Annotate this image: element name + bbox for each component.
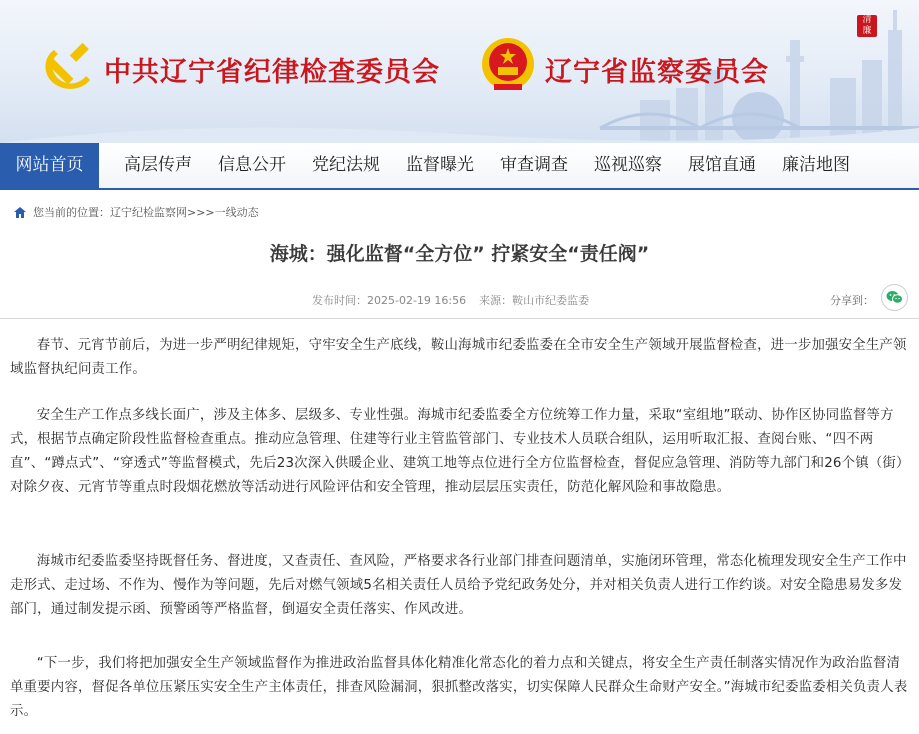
breadcrumb-prefix: 您当前的位置： bbox=[33, 206, 110, 219]
national-emblem-icon bbox=[480, 36, 536, 94]
nav-item-party-regulations[interactable]: 党纪法规 bbox=[312, 155, 380, 175]
wechat-share-button[interactable] bbox=[881, 284, 908, 311]
main-nav bbox=[0, 143, 919, 190]
breadcrumb-separator: >>> bbox=[187, 205, 215, 219]
seal-stamp: 清 廉 bbox=[857, 15, 877, 37]
source-label: 来源： bbox=[479, 294, 513, 307]
nav-item-investigation[interactable]: 审查调查 bbox=[500, 155, 568, 175]
supervision-commission-title: 辽宁省监察委员会 bbox=[545, 57, 769, 88]
wechat-icon bbox=[882, 285, 907, 310]
nav-item-integrity-map[interactable]: 廉洁地图 bbox=[782, 155, 850, 175]
nav-item-info-disclosure[interactable]: 信息公开 bbox=[218, 155, 286, 175]
nav-item-home[interactable]: 网站首页 bbox=[0, 143, 99, 188]
breadcrumb-site-link[interactable]: 辽宁纪检监察网 bbox=[110, 206, 187, 219]
article-paragraph: 安全生产工作点多线长面广，涉及主体多、层级多、专业性强。海城市纪委监委全方位统筹工作力量，采取“室组地”联动、协作区协同监督等方式，根据节点确定阶段性监督检查重点。推动应急管理、住建等行业主管监管部门、专业技术人员联合组队，运用听取汇报、查阅台账、“四不两直”、“蹲点式”、“穿透式”等监督模式，先后23次深入供暖企业、建筑工地等点位进行全方位监督检查，督促应急管理、消防等九部门和26个镇（街）对除夕夜、元宵节等重点时段烟花燃放等活动进行风险评估和安全管理，推动层层压实责任，防范化解风险和事故隐患。 bbox=[10, 408, 903, 495]
nav-item-exhibition[interactable]: 展馆直通 bbox=[688, 155, 756, 175]
header-banner bbox=[0, 0, 919, 143]
header-divider bbox=[0, 318, 919, 319]
home-icon bbox=[14, 207, 26, 218]
breadcrumb-section-link[interactable]: 一线动态 bbox=[214, 206, 259, 219]
nav-item-supervision-exposure[interactable]: 监督曝光 bbox=[406, 155, 474, 175]
commission-title: 中共辽宁省纪律检查委员会 bbox=[104, 57, 440, 88]
article-title: 海城：强化监督“全方位” 拧紧安全“责任阀” bbox=[269, 243, 650, 265]
nav-item-high-level[interactable]: 高层传声 bbox=[124, 155, 192, 175]
party-emblem-icon bbox=[40, 42, 96, 92]
article-meta bbox=[312, 292, 589, 308]
source-value: 鞍山市纪委监委 bbox=[512, 294, 590, 307]
article-paragraph: 春节、元宵节前后，为进一步严明纪律规矩，守牢安全生产底线，鞍山海城市纪委监委在全市安全生产领域开展监督检查，进一步加强安全生产领域监督执纪问责工作。 bbox=[10, 338, 907, 377]
publish-label: 发布时间： bbox=[312, 294, 367, 307]
share-label: 分享到： bbox=[830, 294, 874, 307]
nav-item-inspection[interactable]: 巡视巡察 bbox=[594, 155, 662, 175]
article-paragraph: “下一步，我们将把加强安全生产领域监督作为推进政治监督具体化精准化常态化的着力点和关键点，将安全生产责任制落实情况作为政治监督清单重要内容，督促各单位压紧压实安全生产主体责任，排查风险漏洞，狠抓整改落实，切实保障人民群众生命财产安全。”海城市纪委监委相关负责人表示。 bbox=[10, 656, 908, 719]
breadcrumb bbox=[14, 204, 259, 220]
publish-time: 2025-02-19 16:56 bbox=[367, 294, 467, 307]
article-paragraph: 海城市纪委监委坚持既督任务、督进度，又查责任、查风险，严格要求各行业部门排查问题清单，实施闭环管理，常态化梳理发现安全生产工作中走形式、走过场、不作为、慢作为等问题，先后对燃气领域5名相关责任人员给予党纪政务处分，并对相关负责人进行工作约谈。对安全隐患易发多发部门，通过制发提示函、预警函等严格监督，倒逼安全责任落实、作风改进。 bbox=[10, 554, 907, 617]
